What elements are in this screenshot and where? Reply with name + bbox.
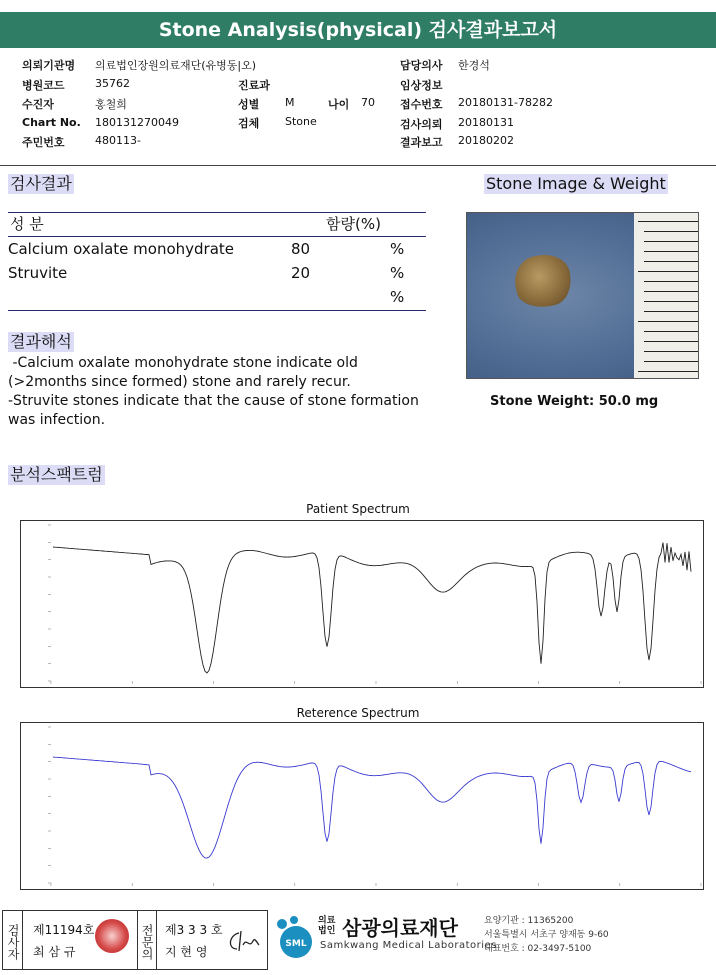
logo-text: SML	[285, 939, 307, 949]
table-bottom-rule	[8, 310, 426, 311]
sml-logo-icon	[272, 914, 314, 960]
doctor-value: 한경석	[458, 59, 490, 72]
column-header-content: 함량(%)	[326, 215, 381, 233]
specimen-value: Stone	[285, 115, 317, 128]
stone-weight-value: 50.0	[598, 394, 631, 409]
reference-spectrum-title: Reterence Spectrum	[296, 706, 420, 720]
spectrum-heading: 분석스팩트럼	[10, 465, 103, 484]
reference-spectrum-svg	[21, 723, 705, 891]
ruler-tick	[644, 331, 698, 332]
age-value: 70	[361, 96, 375, 109]
request-label: 검사의뢰	[400, 118, 443, 131]
ruler-tick	[644, 341, 698, 342]
org-prefix-top: 의료	[318, 916, 336, 926]
technician-name: 최 삼 규	[33, 945, 76, 959]
info-divider	[0, 165, 716, 166]
ruler-tick	[638, 321, 698, 322]
age-label: 나이	[328, 98, 350, 111]
org-code: 요양기관 : 11365200	[484, 916, 574, 926]
interpretation-line-1: -Calcium oxalate monohydrate stone indicate old	[8, 355, 358, 371]
row-2-name: Struvite	[8, 264, 68, 282]
ruler-tick	[644, 241, 698, 242]
doctor-license: 제3 3 3 호	[165, 923, 223, 937]
org-address: 서울특별시 서초구 양재동 9-60	[484, 930, 609, 940]
results-heading: 검사결과	[10, 174, 72, 193]
interpretation-line-2: (>2months since formed) stone and rarely recur.	[8, 374, 351, 390]
ruler-tick	[644, 351, 698, 352]
stone-photo	[466, 212, 699, 379]
request-value: 20180131	[458, 116, 514, 129]
ruler-tick	[638, 371, 698, 372]
report-date-label: 결과보고	[400, 136, 443, 149]
table-header-rule	[8, 236, 426, 237]
receipt-value: 20180131-78282	[458, 96, 553, 109]
spectrum-trace	[53, 543, 691, 673]
interpretation-heading: 결과해석	[10, 332, 72, 351]
institution-value: 의료법인장원의료재단(유병동|오)	[95, 59, 257, 72]
org-contact	[484, 914, 609, 956]
org-name: 삼광의료재단	[342, 916, 458, 940]
report-footer	[0, 910, 716, 972]
ruler-tick	[644, 281, 698, 282]
row-1-unit: %	[390, 240, 405, 258]
interpretation-text	[8, 354, 438, 430]
spectrum-trace	[53, 757, 691, 858]
stone-heading: Stone Image & Weight	[486, 174, 666, 193]
chart-value: 180131270049	[95, 116, 179, 129]
doctor-role: 전문의	[137, 911, 157, 969]
clinical-label: 임상정보	[400, 79, 443, 92]
stone-weight	[490, 394, 658, 409]
stone-specimen-image	[510, 250, 576, 313]
signature-box	[2, 910, 268, 970]
row-2-unit: %	[390, 264, 405, 282]
stone-weight-label: Stone Weight:	[490, 394, 595, 409]
patient-spectrum-title: Patient Spectrum	[306, 502, 410, 516]
sex-value: M	[285, 96, 295, 109]
interpretation-line-4: was infection.	[8, 412, 106, 428]
reference-spectrum-plot	[20, 722, 704, 890]
ruler-tick	[638, 221, 698, 222]
patient-spectrum-svg	[21, 521, 705, 689]
column-header-component: 성 분	[10, 215, 44, 233]
ruler-tick	[644, 291, 698, 292]
ruler-image	[634, 213, 698, 379]
hospital-code-value: 35762	[95, 77, 130, 90]
org-phone: 대표번호 : 02-3497-5100	[484, 944, 592, 954]
institution-label: 의뢰기관명	[22, 59, 76, 72]
report-title: Stone Analysis(physical) 검사결과보고서	[0, 12, 716, 48]
sex-label: 성별	[238, 98, 260, 111]
seal-stamp	[95, 919, 129, 953]
row-2-value: 20	[291, 264, 311, 282]
patient-label: 수진자	[22, 98, 54, 111]
row-1-name: Calcium oxalate monohydrate	[8, 240, 235, 258]
resident-value: 480113-	[95, 134, 141, 147]
ruler-tick	[644, 301, 698, 302]
doctor-signature	[225, 927, 261, 955]
doctor-name: 지 현 영	[165, 945, 208, 959]
patient-spectrum-plot	[20, 520, 704, 688]
ruler-tick	[644, 311, 698, 312]
org-prefix	[318, 916, 335, 936]
interpretation-line-3: -Struvite stones indicate that the cause of stone formation	[8, 393, 419, 409]
report-date-value: 20180202	[458, 134, 514, 147]
ruler-tick	[644, 361, 698, 362]
chart-label: Chart No.	[22, 116, 81, 129]
ruler-tick	[638, 271, 698, 272]
row-1-value: 80	[291, 240, 311, 258]
technician-license: 제11194호	[33, 923, 95, 937]
patient-value: 홍철희	[95, 98, 127, 111]
ruler-tick	[644, 231, 698, 232]
specimen-label: 검체	[238, 117, 260, 130]
org-name-en: Samkwang Medical Laboratories	[320, 940, 497, 951]
department-label: 진료과	[238, 79, 270, 92]
stone-weight-unit: mg	[635, 394, 659, 409]
hospital-code-label: 병원코드	[22, 79, 65, 92]
receipt-label: 접수번호	[400, 98, 443, 111]
resident-label: 주민번호	[22, 136, 65, 149]
org-prefix-bottom: 법인	[318, 926, 336, 936]
technician-role: 검사자	[3, 911, 23, 969]
patient-info-block	[0, 52, 716, 166]
ruler-tick	[644, 251, 698, 252]
row-3-unit: %	[390, 288, 405, 306]
doctor-label: 담당의사	[400, 59, 443, 72]
ruler-tick	[644, 261, 698, 262]
